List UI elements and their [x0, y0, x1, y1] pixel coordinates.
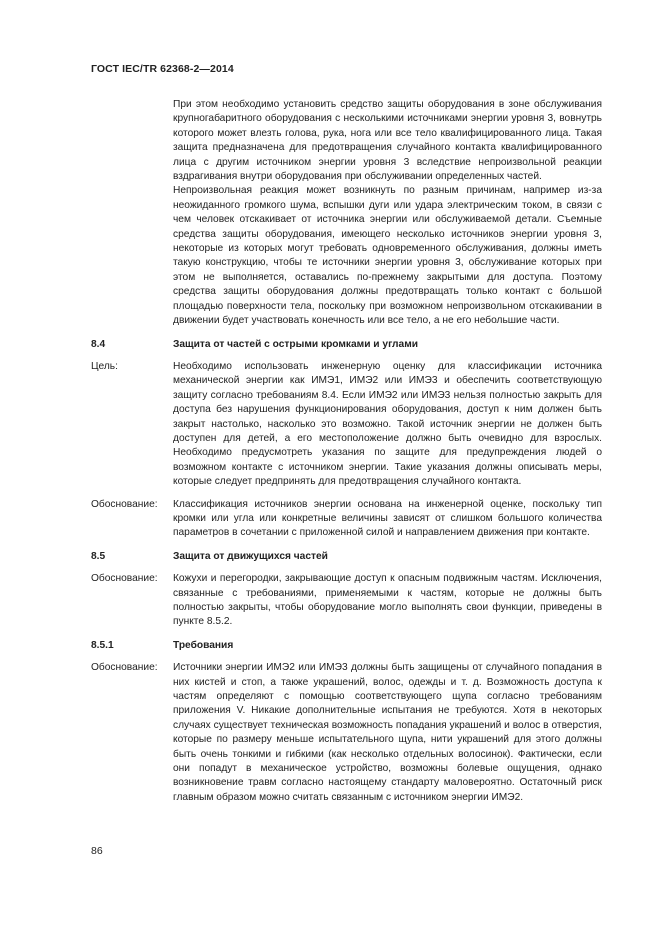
document-header: ГОСТ IEC/TR 62368-2—2014	[91, 63, 234, 75]
intro-paragraph-2: Непроизвольная реакция может возникнуть по разным причинам, например из-за неожиданного громкого шума, вспышки дуги или удара электрическим током, в связи с чем человек отскакивает от источника энергии или обслуживаемой детали. Съемные средства защиты оборудования, имеющего несколько источников энергии уровня 3, некоторые из которых могут требовать одновременного обслуживания, должны иметь такую конструкцию, чтобы те источники энергии уровня 3, обслуживание которых при этом не выполняется, оставались по-прежнему закрытыми для доступа. Поэтому средства защиты оборудования должны предотвращать только контакт с большой площадью поверхности тела, поскольку при возможном непроизвольном отскакивании в движении будет участвовать конечность или все тело, а не его небольшие части.	[173, 185, 602, 327]
goal-text: Необходимо использовать инженерную оценку для классификации источника механической энергии как ИМЭ1, ИМЭ2 или ИМЭ3 и обеспечить соответствующую защиту согласно требованиям 8.4. Если ИМЭ2 или ИМЭ3 нельзя полностью закрыть для доступа без нарушения функционирования оборудования, доступ к ним должен быть закрыт настолько, насколько это возможно. Такой источник энергии не должен быть доступен для детей, а его местоположение должно быть очевидно для взрослых. Необходимо предусмотреть указания по защите для предупреждения людей о возможном контакте с источником энергии. Такие указания должны описывать меры, которые следует предпринять для предотвращения случайного контакта.	[173, 360, 602, 488]
intro-paragraph-1: При этом необходимо установить средство защиты оборудования в зоне обслуживания крупногабаритного оборудования с несколькими источниками энергии уровня 3, вовнутрь которого может влезть голова, рука, нога или все тело квалифицированного лица. Такая защита предназначена для предотвращения случайного контакта квалифицированного лица с другим источником энергии уровня 3 вследствие непроизвольной реакции вздрагивания внутри оборудования при обслуживании определенных частей.	[173, 99, 602, 183]
section-8-4-goal	[91, 360, 602, 490]
section-title: Защита от частей с острыми кромками и углами	[173, 338, 418, 350]
section-8-5-1-justification	[91, 661, 602, 805]
justification-text: Источники энергии ИМЭ2 или ИМЭ3 должны быть защищены от случайного попадания в них кистей и стоп, а также украшений, волос, одежды и т. д. Возможность доступа к частям определяют с помощью соответствующего щупа согласно требованиям приложения V. Никакие дополнительные испытания не требуются. Хотя в некоторых случаях существует техническая возможность попадания украшений и волос в отверстия, которые по размеру меньше испытательного щупа, нити украшений для этого должны быть очень тонкими и гибкими (как несколько отдельных волосинок). Фактически, если они попадут в механическое устройство, возможны болевые ощущения, однако возникновение травм согласно настоящему стандарту маловероятно. Остаточный риск главным образом можно считать связанным с источником энергии ИМЭ2.	[173, 662, 602, 803]
justification-text: Классификация источников энергии основана на инженерной оценке, поскольку тип кромки или угла или конкретные величины зависят от слишком большого количества параметров в сочетании с приложенной силой и направлением движения при контакте.	[173, 498, 602, 539]
section-8-4-justification	[91, 498, 602, 541]
section-number: 8.5.1	[91, 639, 114, 651]
section-8-4-heading	[91, 338, 602, 352]
section-8-5-justification	[91, 572, 602, 630]
section-8-5-heading	[91, 550, 602, 564]
section-number: 8.4	[91, 338, 106, 350]
justification-text: Кожухи и перегородки, закрывающие доступ к опасным подвижным частям. Исключения, связанные с требованиями, применяемыми к частям, которые не должны быть полностью закрыты, чтобы оборудование могло выполнять свои функции, приведены в пункте 8.5.2.	[173, 573, 602, 628]
justification-label: Обоснование:	[91, 498, 158, 510]
section-8-5-1-heading	[91, 639, 602, 653]
document-body	[91, 98, 602, 805]
page-number: 86	[91, 845, 103, 857]
section-title: Требования	[173, 639, 234, 651]
justification-label: Обоснование:	[91, 573, 158, 585]
justification-label: Обоснование:	[91, 662, 158, 674]
section-number: 8.5	[91, 550, 106, 562]
goal-label: Цель:	[91, 360, 118, 372]
section-title: Защита от движущихся частей	[173, 550, 328, 562]
